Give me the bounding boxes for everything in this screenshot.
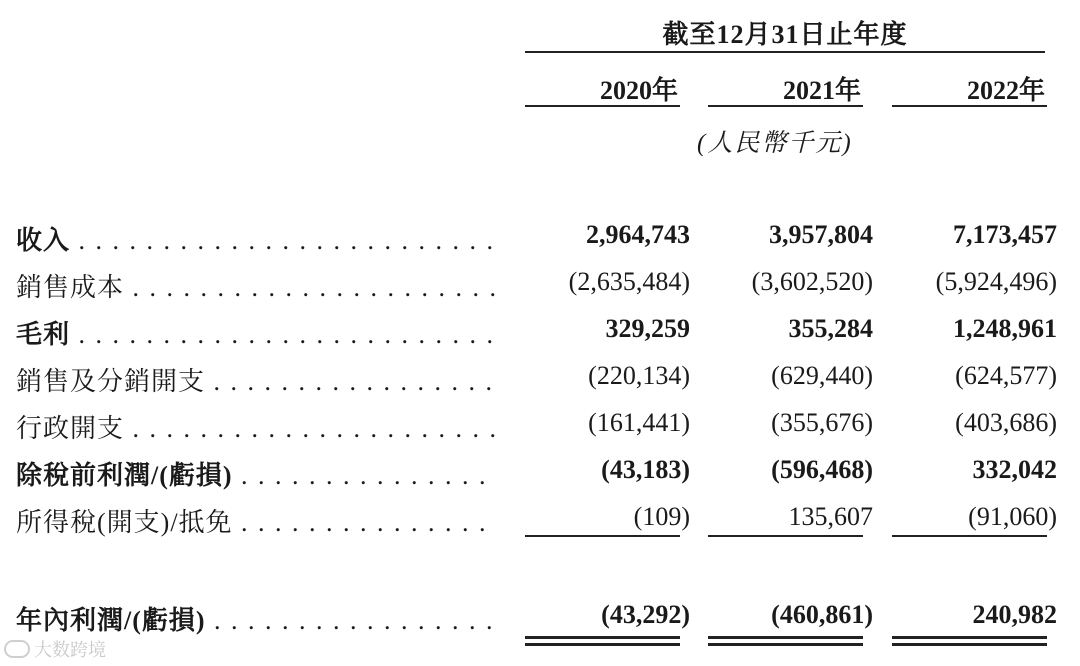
year-2022-header: 2022年: [966, 76, 1045, 105]
year-2020-underline: [525, 105, 680, 107]
cell-profit-before-tax-2020: (43,183): [601, 455, 690, 484]
brand-logo-icon: [4, 640, 30, 658]
total-double-line-2021-b: [708, 643, 863, 646]
row-label-profit-for-year: 年內利潤/(虧損) . . .: [16, 600, 496, 637]
cell-gross-profit-2020: 329,259: [605, 314, 690, 343]
row-label-profit-before-tax: 除稅前利潤/(虧損) . . .: [16, 455, 496, 492]
cell-revenue-2020: 2,964,743: [586, 220, 690, 249]
total-double-line-2020-b: [525, 643, 680, 646]
currency-unit: (人民幣千元): [697, 130, 853, 157]
cell-profit-before-tax-2021: (596,468): [771, 455, 873, 484]
cell-selling-expenses-2022: (624,577): [955, 361, 1057, 390]
watermark: [4, 636, 106, 662]
year-2021-underline: [708, 105, 863, 107]
cell-revenue-2022: 7,173,457: [953, 220, 1057, 249]
cell-admin-expenses-2021: (355,676): [771, 408, 873, 437]
year-2022-underline: [892, 105, 1047, 107]
watermark-text: 大数跨境: [34, 640, 106, 661]
subtotal-line-2021: [708, 535, 863, 537]
total-double-line-2020-a: [525, 636, 680, 639]
cell-revenue-2021: 3,957,804: [769, 220, 873, 249]
cell-cost-of-sales-2020: (2,635,484): [568, 267, 690, 296]
cell-gross-profit-2022: 1,248,961: [953, 314, 1057, 343]
cell-income-tax-2020: (109): [633, 502, 690, 531]
cell-profit-for-year-2022: 240,982: [972, 600, 1057, 629]
row-label-cost-of-sales: 銷售成本 . . .: [16, 267, 496, 304]
cell-admin-expenses-2022: (403,686): [955, 408, 1057, 437]
cell-cost-of-sales-2021: (3,602,520): [751, 267, 873, 296]
subtotal-line-2020: [525, 535, 680, 537]
cell-selling-expenses-2020: (220,134): [588, 361, 690, 390]
year-2021-header: 2021年: [782, 76, 861, 105]
total-double-line-2022-b: [892, 643, 1047, 646]
row-label-selling-distribution-expenses: 銷售及分銷開支 . . .: [16, 361, 496, 398]
row-label-administrative-expenses: 行政開支 . . .: [16, 408, 496, 445]
period-underline: [525, 51, 1045, 53]
cell-selling-expenses-2021: (629,440): [771, 361, 873, 390]
period-heading: 截至12月31日止年度: [662, 20, 908, 49]
total-double-line-2022-a: [892, 636, 1047, 639]
year-2020-header: 2020年: [599, 76, 678, 105]
cell-profit-for-year-2020: (43,292): [601, 600, 690, 629]
cell-income-tax-2021: 135,607: [788, 502, 873, 531]
row-label-gross-profit: 毛利 . . .: [16, 314, 496, 351]
cell-income-tax-2022: (91,060): [968, 502, 1057, 531]
cell-cost-of-sales-2022: (5,924,496): [935, 267, 1057, 296]
total-double-line-2021-a: [708, 636, 863, 639]
cell-gross-profit-2021: 355,284: [788, 314, 873, 343]
row-label-revenue: 收入 . . .: [16, 220, 496, 257]
cell-profit-for-year-2021: (460,861): [771, 600, 873, 629]
row-label-income-tax: 所得稅(開支)/抵免 . . .: [16, 502, 496, 539]
subtotal-line-2022: [892, 535, 1047, 537]
cell-admin-expenses-2020: (161,441): [588, 408, 690, 437]
cell-profit-before-tax-2022: 332,042: [972, 455, 1057, 484]
